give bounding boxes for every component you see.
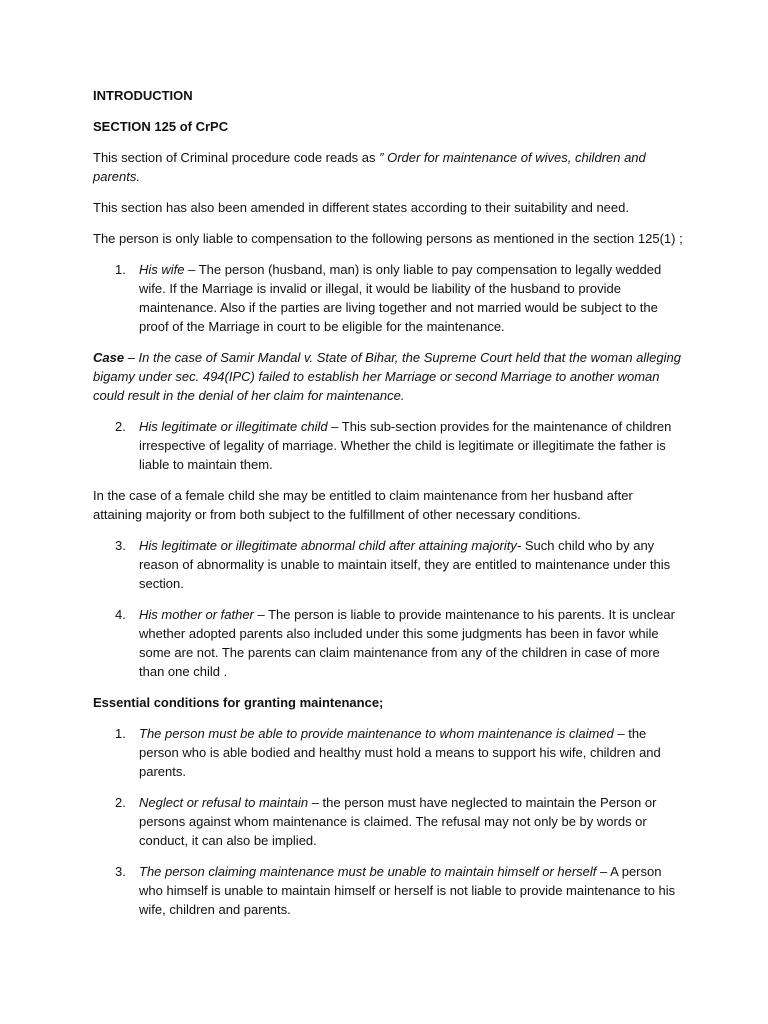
list-text: – the person who is able bodied and healthy must hold a means to support his wife, children and parents. bbox=[139, 726, 661, 779]
list-body bbox=[139, 260, 683, 336]
case-paragraph bbox=[93, 348, 683, 405]
list-text: – A person who himself is unable to maintain himself or herself is not liable to provide maintenance to his wife, children and parents. bbox=[139, 864, 676, 917]
list-body bbox=[139, 724, 683, 781]
list-body bbox=[139, 536, 683, 593]
list-term: His legitimate or illegitimate abnormal child after attaining majority- bbox=[139, 538, 522, 553]
list-text: – the person must have neglected to maintain the Person or persons against whom maintenance is claimed. The refusal may not only be by words or conduct, it can also be implied. bbox=[139, 795, 657, 848]
list-term: His legitimate or illegitimate child bbox=[139, 419, 328, 434]
list-item bbox=[93, 793, 683, 850]
list-item bbox=[93, 724, 683, 781]
paragraph-section-reads bbox=[93, 148, 683, 186]
list-term: The person claiming maintenance must be unable to maintain himself or herself bbox=[139, 864, 597, 879]
list-term: His wife bbox=[139, 262, 185, 277]
paragraph-amended: This section has also been amended in different states according to their suitability and need. bbox=[93, 200, 629, 215]
list-text: – The person (husband, man) is only liable to pay compensation to legally wedded wife. If the Marriage is invalid or illegal, it would be liability of the husband to provide maintenance. Also if the parties are living together and not married would be subject to the proof of the Marriage in court to be eligible for the maintenance. bbox=[139, 262, 662, 334]
paragraph-text: This section of Criminal procedure code reads as bbox=[93, 150, 380, 165]
heading-section-125: SECTION 125 of CrPC bbox=[93, 119, 229, 134]
list-term: Neglect or refusal to maintain bbox=[139, 795, 309, 810]
list-number: 1. bbox=[115, 262, 126, 277]
list-item bbox=[93, 605, 683, 681]
list-number: 2. bbox=[115, 795, 126, 810]
list-item bbox=[93, 260, 683, 336]
list-body bbox=[139, 417, 683, 474]
list-number: 3. bbox=[115, 538, 126, 553]
list-number: 1. bbox=[115, 726, 126, 741]
list-item bbox=[93, 862, 683, 919]
list-text: – This sub-section provides for the maintenance of children irrespective of legality of marriage. Whether the child is legitimate or illegitimate the father is liable to maintain them. bbox=[139, 419, 672, 472]
case-text: – In the case of Samir Mandal v. State of Bihar, the Supreme Court held that the woman alleging bigamy under sec. 494(IPC) failed to establish her Marriage or second Marriage to another woman could result in the denial of her claim for maintenance. bbox=[93, 350, 681, 403]
document-body bbox=[93, 86, 683, 931]
heading-essential-conditions: Essential conditions for granting maintenance; bbox=[93, 695, 384, 710]
list-term: The person must be able to provide maintenance to whom maintenance is claimed bbox=[139, 726, 614, 741]
case-label: Case bbox=[93, 350, 125, 365]
list-number: 4. bbox=[115, 607, 126, 622]
list-item bbox=[93, 417, 683, 474]
list-text: Such child who by any reason of abnormality is unable to maintain itself, they are entitled to maintenance under this section. bbox=[139, 538, 671, 591]
list-body bbox=[139, 605, 683, 681]
list-number: 2. bbox=[115, 419, 126, 434]
list-body bbox=[139, 862, 683, 919]
quoted-title: ” Order for maintenance of wives, children and parents. bbox=[93, 150, 646, 184]
list-item bbox=[93, 536, 683, 593]
paragraph-liable-persons: The person is only liable to compensation to the following persons as mentioned in the section 125(1) ; bbox=[93, 231, 683, 246]
list-text: – The person is liable to provide maintenance to his parents. It is unclear whether adopted parents also included under this some judgments has been in favor while some are not. The parents can claim maintenance from any of the children in case of more than one child . bbox=[139, 607, 675, 679]
paragraph-female-child: In the case of a female child she may be entitled to claim maintenance from her husband after attaining majority or from both subject to the fulfillment of other necessary conditions. bbox=[93, 488, 633, 522]
list-number: 3. bbox=[115, 864, 126, 879]
list-body bbox=[139, 793, 683, 850]
list-term: His mother or father bbox=[139, 607, 254, 622]
heading-introduction: INTRODUCTION bbox=[93, 88, 193, 103]
